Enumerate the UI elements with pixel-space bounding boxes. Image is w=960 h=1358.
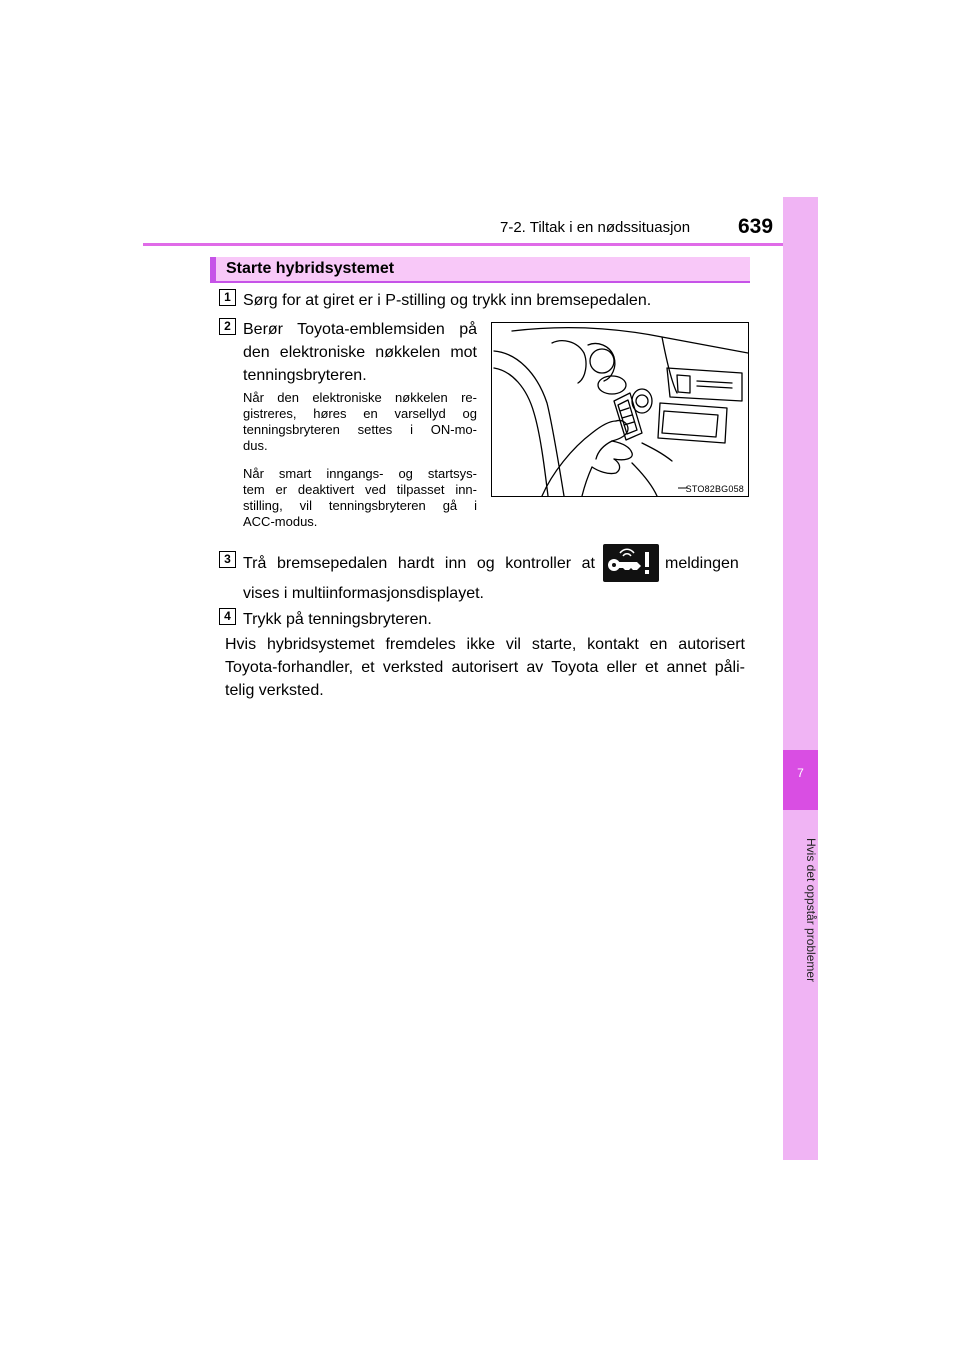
step-number-1: 1 [219,289,236,306]
step-2-note-1 [243,390,477,454]
note-2-line-2: tem er deaktivert ved tilpasset inn- [243,482,477,497]
step-4-text: Trykk på tenningsbryteren. [243,611,432,628]
key-warning-icon-svg [603,544,659,582]
step-3-text-line-2: vises i multiinformasjonsdisplayet. [243,585,484,602]
step-1-text: Sørg for at giret er i P-stilling og trykk inn bremsepedalen. [243,292,652,309]
chapter-tab [783,750,818,810]
note-2-line-4: ACC-modus. [243,514,318,529]
side-tab-strip [783,197,818,1160]
page-number: 639 [738,215,774,238]
fallback-line-3: telig verksted. [225,682,324,699]
running-header-section: 7-2. Tiltak i en nødssituasjon [500,219,691,236]
step-3-text-after: meldingen [665,555,739,572]
step-2-line-1: Berør Toyota-emblemsiden på [243,321,477,338]
step-2-line-2: den elektroniske nøkkelen mot [243,344,477,361]
key-warning-message-icon [603,544,659,582]
note-1-line-3: tenningsbryteren settes i ON-mo- [243,422,477,437]
note-2-line-1: Når smart inngangs- og startsys- [243,466,477,481]
header-rule [143,243,818,246]
chapter-number: 7 [797,766,804,780]
chapter-title: Hvis det oppstår problemer [804,837,818,983]
note-1-line-4: dus. [243,438,268,453]
illustration-svg [492,323,748,496]
step-2-line-3: tenningsbryteren. [243,367,367,384]
step-number-3: 3 [219,551,236,568]
figure-code: STO82BG058 [685,484,744,494]
hand-key-touching-ignition-illustration [491,322,749,497]
step-3-text-before: Trå bremsepedalen hardt inn og kontroller at [243,555,595,572]
fallback-paragraph [225,633,745,702]
step-2-text [243,318,477,387]
step-2-note-2 [243,466,477,530]
note-1-line-1: Når den elektroniske nøkkelen re- [243,390,477,405]
fallback-line-2: Toyota-forhandler, et verksted autorisert av Toyota eller et annet påli- [225,659,745,676]
fallback-line-1: Hvis hybridsystemet fremdeles ikke vil starte, kontakt en autorisert [225,636,745,653]
step-number-2: 2 [219,318,236,335]
step-number-4: 4 [219,608,236,625]
note-1-line-2: gistreres, høres en varsellyd og [243,406,477,421]
note-2-line-3: stilling, vil tenningsbryteren gå i [243,498,477,513]
section-heading: Starte hybridsystemet [210,257,750,283]
